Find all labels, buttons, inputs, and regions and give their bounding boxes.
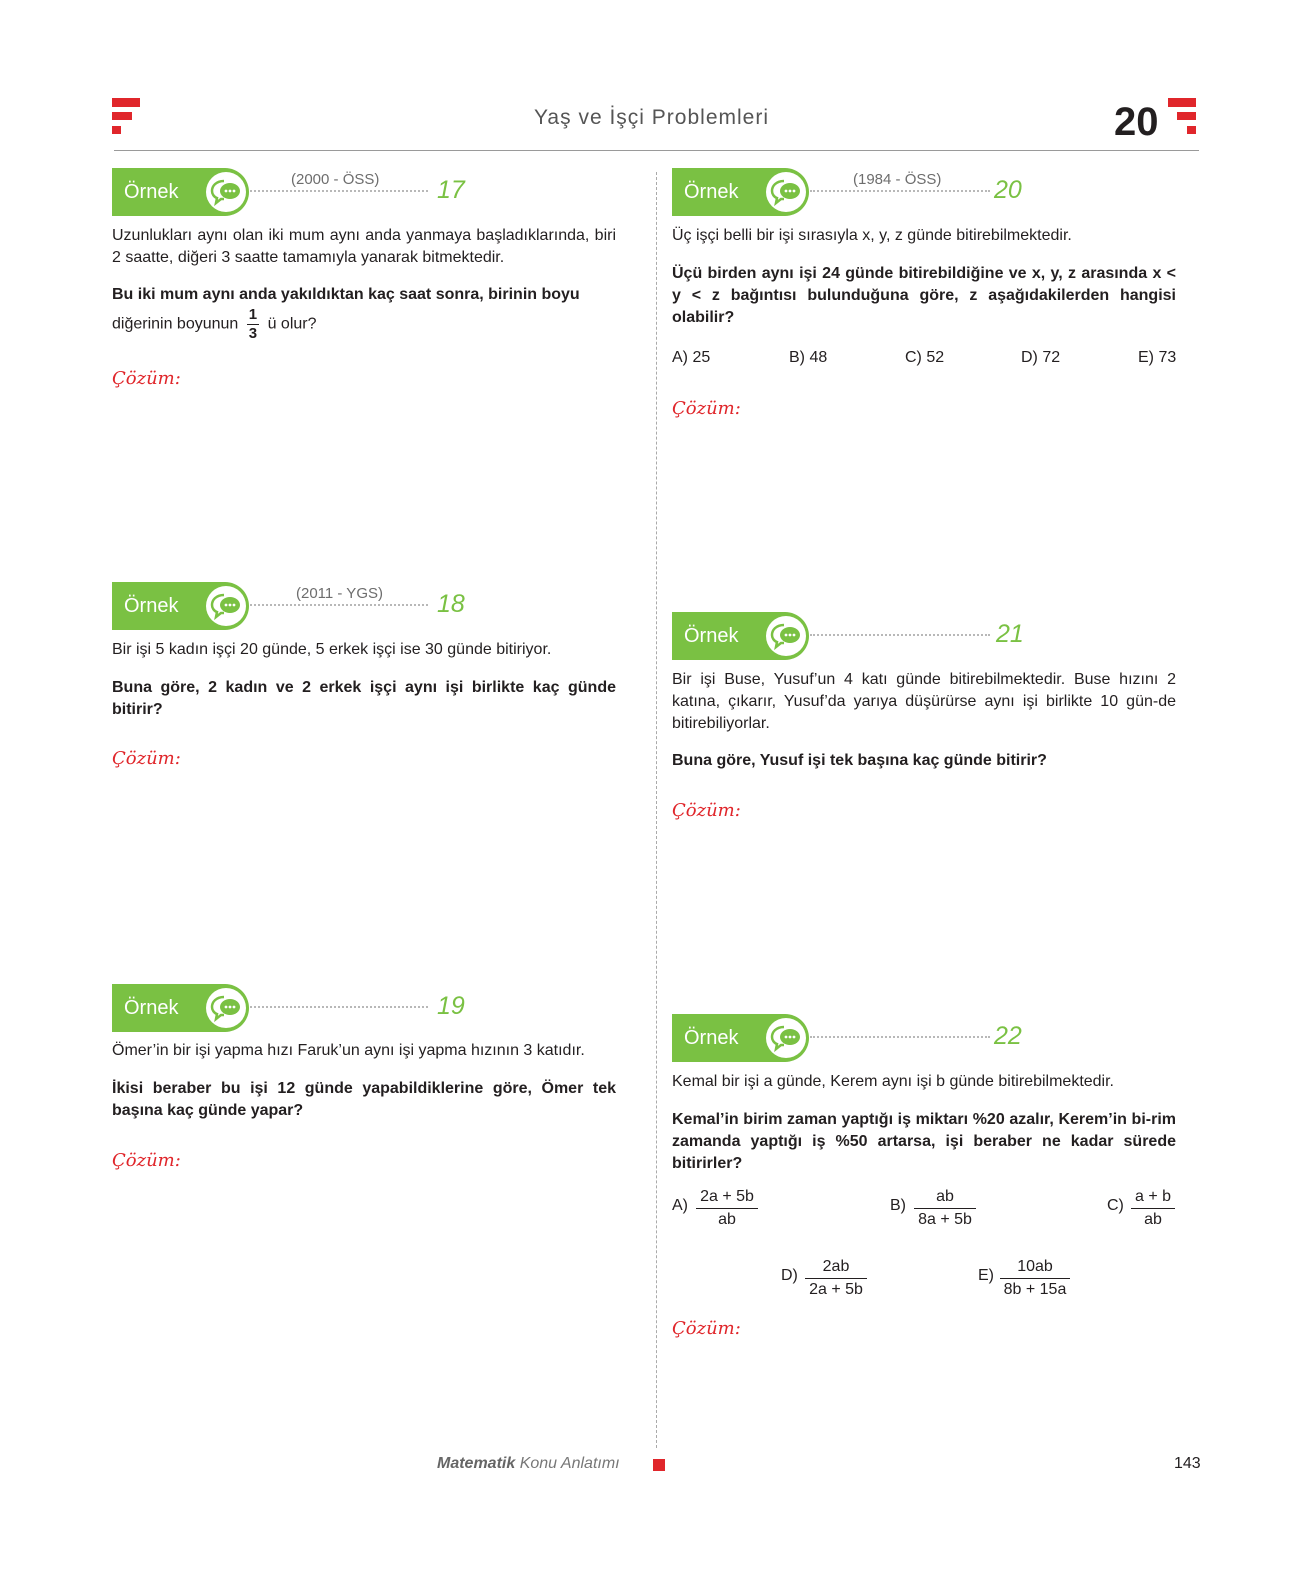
column-divider [656, 172, 657, 1448]
badge-label: Örnek [124, 997, 179, 1019]
question-line: Bu iki mum aynı anda yakıldıktan kaç saat sonra, birinin boyu [112, 286, 580, 303]
option-denominator: 8b + 15a [1003, 1281, 1067, 1298]
dotted-leader [250, 190, 428, 192]
dotted-leader [810, 190, 990, 192]
example-number: 18 [437, 590, 465, 618]
header-divider [114, 150, 1199, 151]
option-label: B) [890, 1197, 906, 1214]
example-text: Üç işçi belli bir işi sırasıyla x, y, z günde bitirebilmektedir. [672, 227, 1072, 244]
example-text: Bir işi Buse, Yusuf’un 4 katı günde bitirebilmektedir. Buse hızını 2 katına, çıkarır, Yusuf’da yarıya düşürürse aynı işi birlikte 10 gün-de bitirebiliyorlar. [672, 671, 1176, 732]
example-badge [672, 612, 809, 660]
example-badge [112, 168, 249, 216]
badge-label: Örnek [684, 625, 739, 647]
book-title-rest: Konu Anlatımı [519, 1455, 620, 1472]
option-label: C) [1107, 1197, 1124, 1214]
example-question: İkisi beraber bu işi 12 günde yapabildiklerine göre, Ömer tek başına kaç günde yapar? [112, 1080, 616, 1119]
option-label: D) [781, 1267, 798, 1284]
publisher-logo-right [1168, 98, 1198, 138]
dotted-leader [810, 634, 990, 636]
option-denominator: 8a + 5b [918, 1211, 972, 1228]
book-title [437, 1455, 620, 1473]
example-badge [672, 168, 809, 216]
answer-option-d: D) 72 [1021, 349, 1061, 366]
badge-label: Örnek [684, 1027, 739, 1049]
example-text: Bir işi 5 kadın işçi 20 günde, 5 erkek işçi ise 30 günde bitiriyor. [112, 641, 552, 658]
badge-label: Örnek [684, 181, 739, 203]
example-badge [112, 582, 249, 630]
option-label: A) [672, 1197, 688, 1214]
answer-option-b: B) 48 [789, 349, 828, 366]
question-pre: diğerinin boyunun [112, 315, 239, 333]
dotted-leader [250, 1006, 428, 1008]
answer-option-a: A) 25 [672, 349, 711, 366]
fraction-denominator: 3 [248, 325, 258, 342]
option-denominator: ab [1144, 1211, 1162, 1228]
option-denominator: ab [718, 1211, 736, 1228]
page-number: 143 [1174, 1455, 1201, 1472]
option-numerator: 2a + 5b [696, 1186, 758, 1209]
option-label: E) [978, 1267, 994, 1284]
chat-bubble-icon [206, 988, 246, 1028]
book-title-bold: Matematik [437, 1455, 516, 1472]
exam-source: (1984 - ÖSS) [853, 171, 942, 188]
chat-bubble-icon [206, 172, 246, 212]
example-question: Buna göre, Yusuf işi tek başına kaç günde bitirir? [672, 752, 1047, 769]
option-numerator: 10ab [1000, 1256, 1070, 1279]
option-numerator: 2ab [805, 1256, 867, 1279]
example-question: Buna göre, 2 kadın ve 2 erkek işçi aynı işi birlikte kaç günde bitirir? [112, 679, 616, 718]
dotted-leader [810, 1036, 990, 1038]
example-number: 20 [994, 176, 1022, 204]
solution-label: Çözüm: [672, 1318, 741, 1339]
solution-label: Çözüm: [672, 800, 741, 821]
solution-label: Çözüm: [112, 368, 181, 389]
example-text: Ömer’in bir işi yapma hızı Faruk’un aynı işi yapma hızının 3 katıdır. [112, 1042, 585, 1059]
example-number: 21 [996, 620, 1024, 648]
example-text: Uzunlukları aynı olan iki mum aynı anda yanmaya başladıklarında, biri 2 saatte, diğeri 3 saatte tamamıyla yanarak bitmektedir. [112, 227, 616, 266]
exam-source: (2000 - ÖSS) [291, 171, 380, 188]
exam-source: (2011 - YGS) [296, 585, 383, 602]
solution-label: Çözüm: [112, 1150, 181, 1171]
solution-label: Çözüm: [672, 398, 741, 419]
chat-bubble-icon [766, 616, 806, 656]
example-badge [112, 984, 249, 1032]
badge-label: Örnek [124, 181, 179, 203]
example-number: 17 [437, 176, 465, 204]
example-question [112, 284, 616, 343]
chat-bubble-icon [766, 172, 806, 212]
answer-option-c: C) 52 [905, 349, 945, 366]
solution-label: Çözüm: [112, 748, 181, 769]
chat-bubble-icon [206, 586, 246, 626]
fraction-one-third [247, 306, 259, 343]
chapter-title: Yaş ve İşçi Problemleri [533, 106, 769, 129]
example-badge [672, 1014, 809, 1062]
footer-square [653, 1459, 665, 1471]
chapter-number: 20 [1114, 100, 1159, 144]
example-question: Kemal’in birim zaman yaptığı iş miktarı %20 azalır, Kerem’in bi-rim zamanda yaptığı iş %50 artarsa, işi beraber ne kadar sürede bitirirler? [672, 1111, 1176, 1172]
chat-bubble-icon [766, 1018, 806, 1058]
option-numerator: a + b [1131, 1186, 1175, 1209]
question-post: ü olur? [267, 315, 317, 333]
example-number: 19 [437, 992, 465, 1020]
example-text: Kemal bir işi a günde, Kerem aynı işi b günde bitirebilmektedir. [672, 1073, 1114, 1090]
dotted-leader [250, 604, 428, 606]
option-numerator: ab [914, 1186, 976, 1209]
fraction-numerator: 1 [248, 306, 258, 323]
option-denominator: 2a + 5b [809, 1281, 863, 1298]
example-question: Üçü birden aynı işi 24 günde bitirebildiğine ve x, y, z arasında x < y < z bağıntısı bulunduğuna göre, z aşağıdakilerden hangisi olabilir? [672, 265, 1176, 326]
answer-option-e: E) 73 [1138, 349, 1177, 366]
badge-label: Örnek [124, 595, 179, 617]
example-number: 22 [994, 1022, 1022, 1050]
